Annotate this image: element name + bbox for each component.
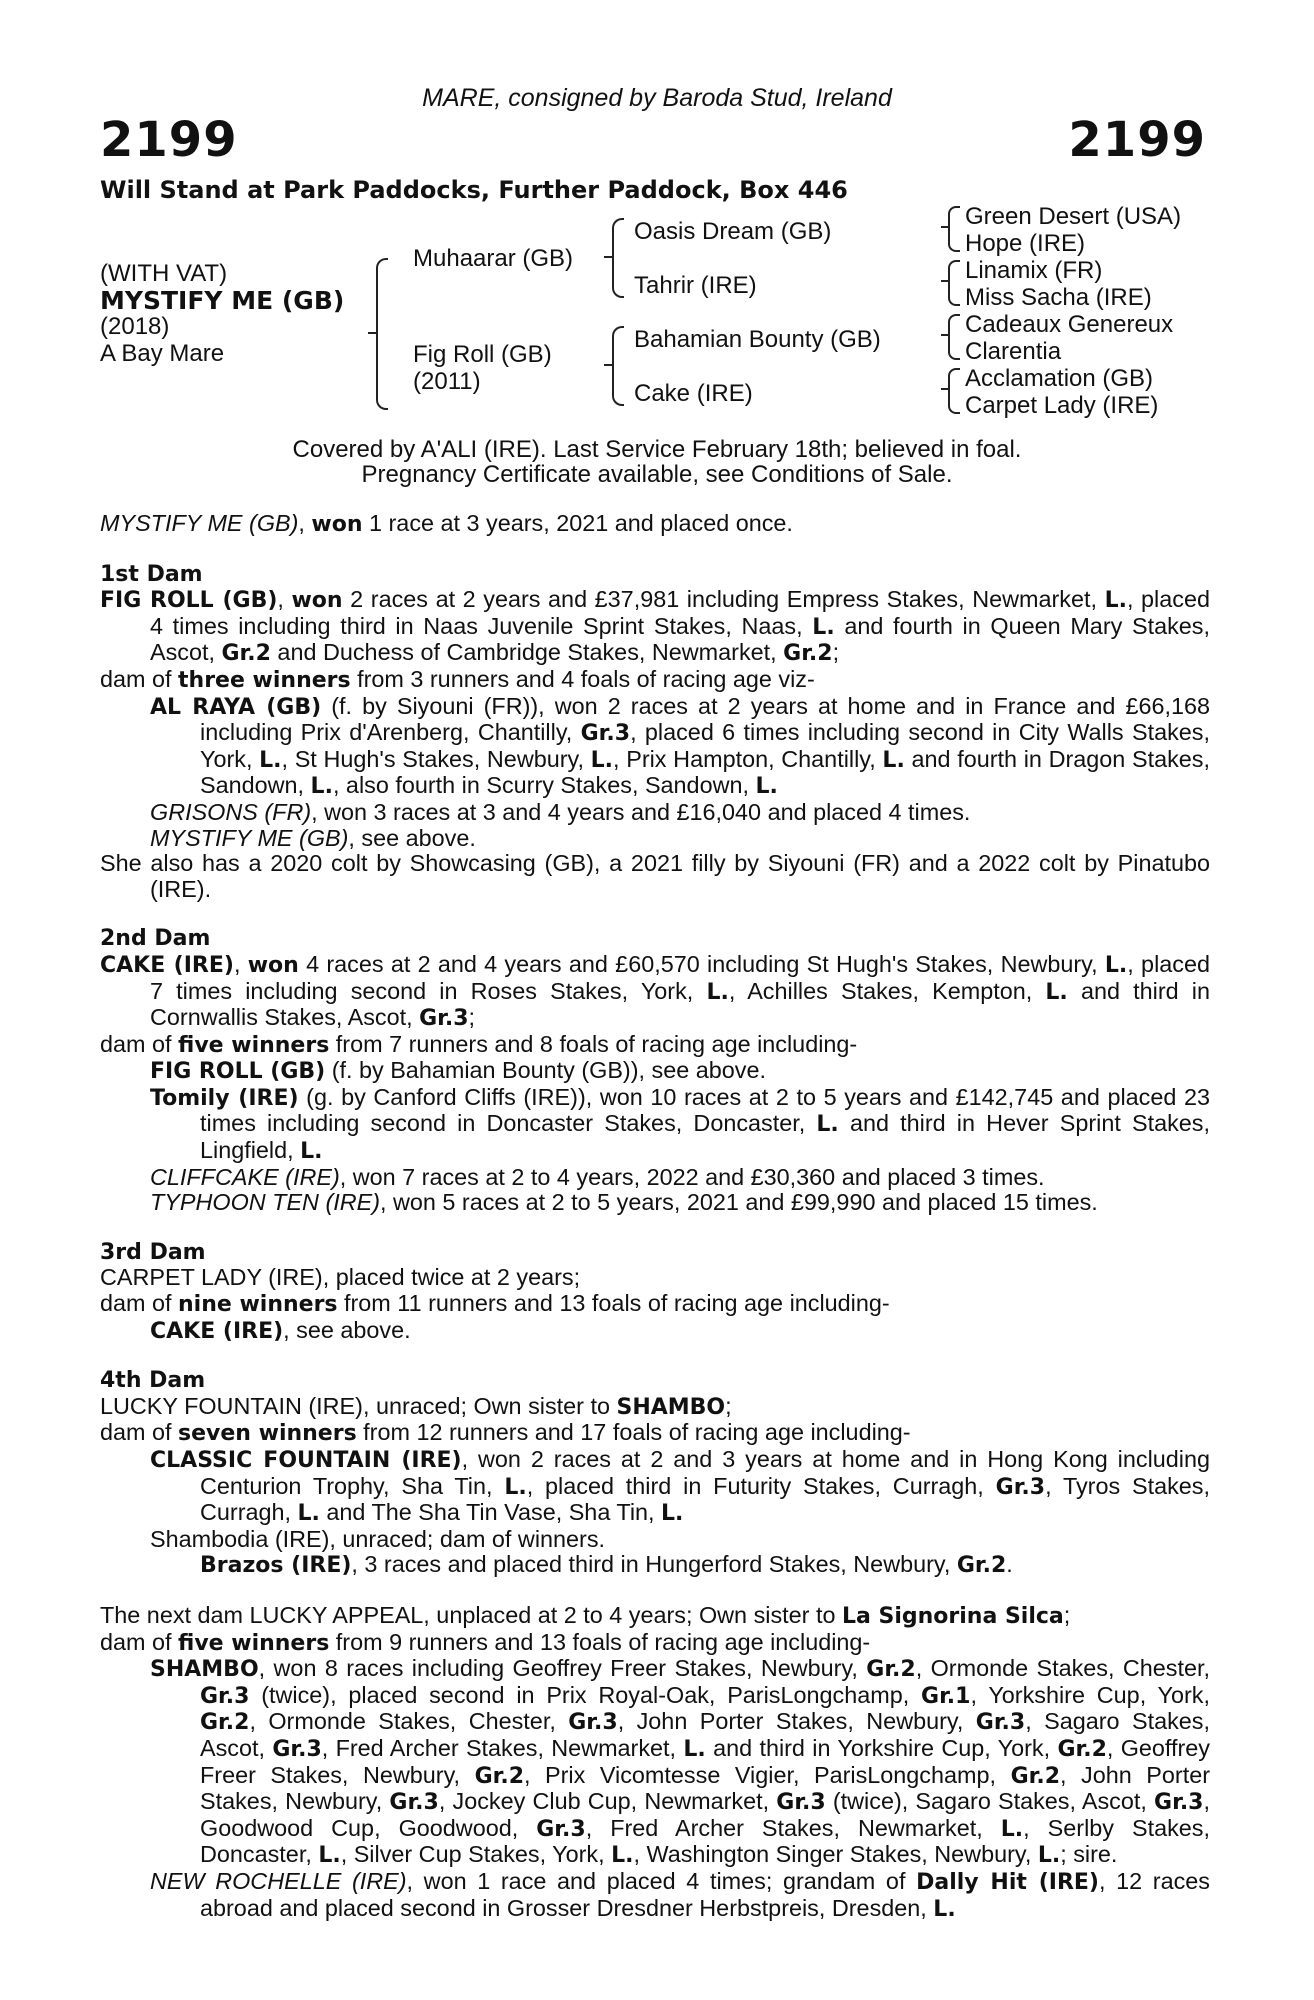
intro-won: won [311, 512, 363, 537]
cake-text: , see above. [283, 1316, 411, 1343]
pedigree-brace-g2 [948, 260, 960, 306]
brazos-name: Brazos (IRE) [200, 1553, 352, 1579]
listed-mark: L. [504, 1474, 527, 1500]
tomily-text: (g. by Canford Cliffs (IRE)), won 10 races at 2 to 5 years and £142,745 and placed 23 times including second in Doncaster Stakes, Doncaster, [200, 1083, 1210, 1137]
classic-fountain-text: , placed third in Futurity Stakes, Curragh, [526, 1472, 996, 1499]
shambo-text: , Geoffrey Freer Stakes, Newbury, [200, 1734, 1210, 1788]
dam1-won: won [291, 588, 343, 614]
ancestor-g4: Miss Sacha (IRE) [965, 284, 1152, 311]
cake-name: CAKE (IRE) [150, 1318, 284, 1344]
la-signorina-silca-ref: La Signorina Silca [841, 1603, 1064, 1629]
dam3-heading: 3rd Dam [100, 1239, 206, 1265]
typhoon-ten-name: TYPHOON TEN (IRE) [150, 1189, 381, 1216]
tomily-name: Tomily (IRE) [150, 1085, 299, 1111]
pedigree-brace-dam-point [604, 364, 612, 366]
dam4-text: dam of [100, 1419, 179, 1446]
pedigree-brace-g3 [948, 314, 960, 360]
listed-mark: L. [1104, 952, 1128, 978]
group-mark: Gr.2 [783, 641, 833, 667]
group-mark: Gr.3 [975, 1710, 1026, 1736]
dam2-text: from 7 runners and 8 foals of racing age including- [329, 1030, 858, 1057]
group-mark: Gr.2 [1010, 1763, 1060, 1789]
next-dam-record [100, 1603, 1210, 1630]
dam-name: Fig Roll (GB) [413, 341, 552, 368]
listed-mark: L. [661, 1501, 684, 1527]
dam3-text: dam of [100, 1290, 179, 1317]
mystify-me-name: MYSTIFY ME (GB) [150, 824, 349, 851]
group-mark: Gr.2 [221, 641, 271, 667]
dam2-text: and third in Cornwallis Stakes, Ascot, [150, 977, 1211, 1031]
covered-line-1: Covered by A'ALI (IRE). Last Service February 18th; believed in foal. [292, 436, 1022, 463]
dam1-text: dam of [100, 665, 179, 692]
shambo-text: , Prix Vicomtesse Vigier, ParisLongchamp, [524, 1761, 1011, 1788]
pedigree-brace-g1-point [941, 226, 949, 228]
dam-sire-name: Bahamian Bounty (GB) [634, 326, 881, 353]
lot-number-left: 2199 [100, 112, 238, 168]
group-mark: Gr.3 [776, 1790, 826, 1816]
group-mark: Gr.1 [921, 1683, 971, 1709]
listed-mark: L. [812, 614, 835, 640]
dam4-produce-line [100, 1420, 1210, 1447]
shambo-text: , Washington Singer Stakes, Newbury, [633, 1841, 1038, 1868]
listed-mark: L. [590, 747, 614, 773]
listed-mark: L. [259, 747, 282, 773]
produce-grisons [100, 800, 1210, 826]
listed-mark: L. [755, 774, 778, 800]
sire-name: Muhaarar (GB) [413, 245, 574, 272]
brazos-text: . [1006, 1551, 1013, 1578]
dam2-text: , Achilles Stakes, Kempton, [728, 977, 1046, 1004]
al-raya-text: , Prix Hampton, Chantilly, [613, 745, 883, 772]
listed-mark: L. [1037, 1843, 1061, 1869]
listed-mark: L. [816, 1112, 839, 1138]
consignment-line: MARE, consigned by Baroda Stud, Ireland [422, 84, 892, 112]
group-mark: Gr.3 [568, 1710, 618, 1736]
listed-mark: L. [706, 979, 729, 1005]
listed-mark: L. [1104, 588, 1127, 614]
produce-cake [100, 1318, 1210, 1345]
dam4-heading: 4th Dam [100, 1368, 206, 1394]
dam1-name: FIG ROLL (GB) [100, 588, 278, 614]
dam2-text: dam of [100, 1030, 179, 1057]
dam1-winners: three winners [178, 667, 351, 693]
produce-shambo [100, 1656, 1210, 1869]
dam1-produce-line [100, 667, 1210, 694]
pedigree-brace-main-point [368, 332, 376, 334]
dally-hit-name: Dally Hit (IRE) [916, 1869, 1099, 1895]
group-mark: Gr.3 [389, 1790, 439, 1816]
produce-new-rochelle [100, 1869, 1210, 1922]
produce-tomily [100, 1085, 1210, 1165]
dam4-text: ; [725, 1392, 732, 1419]
pedigree-brace-g3-point [941, 334, 949, 336]
shambo-text: , Silver Cup Stakes, York, [340, 1841, 612, 1868]
group-mark: Gr.3 [995, 1474, 1046, 1500]
dam1-text: ; [832, 639, 840, 666]
fig-roll-text: (f. by Bahamian Bounty (GB)), see above. [325, 1057, 766, 1084]
shambo-text: , Jockey Club Cup, Newmarket, [438, 1788, 777, 1815]
sire-sire-name: Oasis Dream (GB) [634, 218, 832, 245]
listed-mark: L. [1000, 1816, 1024, 1842]
dam1-text: and fourth in Queen Mary Stakes, Ascot, [150, 612, 1210, 666]
shambo-text: , Fred Archer Stakes, Newmarket, [321, 1734, 684, 1761]
intro-line: MYSTIFY ME (GB), won 1 race at 3 years, 2021 and placed once. [100, 510, 793, 537]
shambo-text: (twice), placed second in Prix Royal-Oak, ParisLongchamp, [249, 1681, 922, 1708]
al-raya-text: and fourth in Dragon Stakes, Sandown, [200, 745, 1210, 799]
ancestor-g2: Hope (IRE) [965, 230, 1086, 257]
listed-mark: L. [1045, 979, 1068, 1005]
produce-shambodia: Shambodia (IRE), unraced; dam of winners. [150, 1525, 606, 1552]
catalogue-body [100, 511, 1210, 1922]
shambo-text: , John Porter Stakes, Newbury, [200, 1761, 1210, 1815]
dam4-winners: seven winners [178, 1421, 357, 1447]
shambo-text: , John Porter Stakes, Newbury, [617, 1708, 976, 1735]
group-mark: Gr.2 [474, 1763, 524, 1789]
dam2-text: ; [468, 1004, 476, 1031]
shambo-text: , Goodwood Cup, Goodwood, [200, 1788, 1210, 1841]
pedigree-brace-g4 [948, 368, 960, 414]
group-mark: Gr.2 [200, 1710, 250, 1736]
listed-mark: L. [297, 1501, 320, 1527]
dam3-winners: nine winners [178, 1292, 338, 1318]
horse-description: A Bay Mare [100, 340, 225, 367]
pedigree-brace-sire [612, 218, 624, 298]
ancestor-g8: Carpet Lady (IRE) [965, 392, 1159, 419]
group-mark: Gr.2 [1057, 1736, 1107, 1762]
dam1-record: FIG ROLL (GB), won 2 races at 2 years and £37,981 including Empress Stakes, Newmarket, L., placed 4 times including third in Naas Juvenile Sprint Stakes, Naas, L. and fourth in Queen Mary Stakes, Ascot, Gr.2 and Duchess of Cambridge Stakes, Newmarket, Gr.2; [100, 586, 1210, 667]
pedigree-brace-dam [612, 326, 624, 406]
ancestor-g5: Cadeaux Genereux [965, 311, 1174, 338]
group-mark: Gr.3 [580, 721, 631, 747]
cliffcake-text: , won 7 races at 2 to 4 years, 2022 and £30,360 and placed 3 times. [339, 1163, 1045, 1190]
dam1-heading: 1st Dam [100, 561, 203, 587]
listed-mark: L. [300, 1139, 323, 1165]
dam-dam-name: Cake (IRE) [634, 380, 753, 407]
shambo-text: , Yorkshire Cup, York, [970, 1681, 1211, 1708]
brazos-text: , 3 races and placed third in Hungerford Stakes, Newbury, [351, 1551, 957, 1578]
dam2-text: 4 races at 2 and 4 years and £60,570 including St Hugh's Stakes, Newbury, [298, 950, 1105, 977]
next-dam-winners: five winners [178, 1630, 330, 1656]
al-raya-text: , also fourth in Scurry Stakes, Sandown, [332, 772, 756, 799]
group-mark: Gr.2 [956, 1553, 1007, 1579]
dam2-record: CAKE (IRE), won 4 races at 2 and 4 years and £60,570 including St Hugh's Stakes, Newbury, L., placed 7 times including second in Roses Stakes, York, L., Achilles Stakes, Kempton, L. and third in Cornwallis Stakes, Ascot, Gr.3; [100, 950, 1211, 1032]
shambo-text: , won 8 races including Geoffrey Freer Stakes, Newbury, [258, 1655, 867, 1682]
next-dam-text: The next dam LUCKY APPEAL, unplaced at 2 to 4 years; Own sister to [100, 1601, 842, 1628]
dam4-record [100, 1394, 1210, 1421]
ancestor-g1: Green Desert (USA) [965, 203, 1182, 230]
next-dam-produce-line [100, 1630, 1210, 1657]
horse-year: (2018) [100, 313, 170, 340]
classic-fountain-text: and The Sha Tin Vase, Sha Tin, [319, 1499, 662, 1526]
al-raya-text: , St Hugh's Stakes, Newbury, [281, 745, 591, 772]
pedigree-brace-main [376, 258, 388, 410]
listed-mark: L. [611, 1843, 634, 1869]
intro-horse-name: MYSTIFY ME (GB) [100, 510, 299, 536]
shambo-ref: SHAMBO [616, 1394, 726, 1420]
dam-year: (2011) [413, 368, 481, 395]
ancestor-g3: Linamix (FR) [965, 257, 1103, 284]
dam1-text: 2 races at 2 years and £37,981 including Empress Stakes, Newmarket, [342, 586, 1105, 613]
dam3-record: CARPET LADY (IRE), placed twice at 2 years; [100, 1264, 581, 1291]
listed-mark: L. [683, 1736, 706, 1762]
group-mark: Gr.3 [200, 1683, 250, 1709]
listed-mark: L. [318, 1843, 341, 1869]
horse-name: MYSTIFY ME (GB) [100, 286, 345, 315]
next-dam-text: from 9 runners and 13 foals of racing age including- [329, 1628, 871, 1655]
grisons-name: GRISONS (FR) [150, 798, 312, 825]
shambo-text: , Ormonde Stakes, Chester, [915, 1655, 1210, 1682]
new-rochelle-text: , 12 races abroad and placed second in Grosser Dresdner Herbstpreis, Dresden, [200, 1867, 1210, 1921]
new-rochelle-text: , won 1 race and placed 4 times; grandam of [406, 1867, 917, 1894]
produce-classic-fountain [100, 1447, 1210, 1527]
listed-mark: L. [310, 774, 333, 800]
lot-number-right: 2199 [1068, 112, 1206, 168]
al-raya-name: AL RAYA (GB) [150, 694, 322, 720]
mystify-me-text: , see above. [348, 824, 476, 851]
group-mark: Gr.3 [272, 1736, 322, 1762]
typhoon-ten-text: , won 5 races at 2 to 5 years, 2021 and £99,990 and placed 15 times. [380, 1189, 1098, 1216]
classic-fountain-text: , won 2 races at 2 and 3 years at home and in Hong Kong including Centurion Trophy, Sha Tin, [200, 1446, 1211, 1499]
dam3-text: from 11 runners and 13 foals of racing age including- [337, 1290, 890, 1317]
dam2-name: CAKE (IRE) [100, 952, 234, 978]
dam4-text: LUCKY FOUNTAIN (IRE), unraced; Own sister to [100, 1392, 617, 1419]
intro-rest: 1 race at 3 years, 2021 and placed once. [362, 510, 793, 536]
dam2-winners: five winners [178, 1032, 330, 1058]
dam1-also: She also has a 2020 colt by Showcasing (GB), a 2021 filly by Siyouni (FR) and a 2022 colt by Pinatubo (IRE). [100, 850, 1210, 902]
shambo-text: and third in Yorkshire Cup, York, [705, 1734, 1058, 1761]
ancestor-g6: Clarentia [965, 338, 1062, 365]
listed-mark: L. [882, 747, 905, 773]
produce-brazos [100, 1552, 1210, 1579]
shambo-text: ; sire. [1060, 1841, 1118, 1868]
cliffcake-name: CLIFFCAKE (IRE) [150, 1163, 340, 1190]
al-raya-text: (f. by Siyouni (FR)), won 2 races at 2 years at home and in France and £66,168 including Prix d'Arenberg, Chantilly, [200, 692, 1211, 746]
pedigree-brace-g2-point [941, 280, 949, 282]
dam2-text: , placed 7 times including second in Roses Stakes, York, [150, 950, 1210, 1004]
dam2-produce-line [100, 1032, 1210, 1059]
dam1-text: from 3 runners and 4 foals of racing age viz- [350, 665, 815, 692]
tomily-text: and third in Hever Sprint Stakes, Lingfield, [200, 1110, 1211, 1164]
dam3-produce-line [100, 1291, 1210, 1318]
listed-mark: L. [933, 1896, 956, 1922]
group-mark: Gr.2 [866, 1657, 916, 1683]
group-mark: Gr.3 [536, 1816, 586, 1842]
al-raya-text: , placed 6 times including second in City Walls Stakes, York, [200, 719, 1210, 772]
classic-fountain-text: , Tyros Stakes, Curragh, [200, 1472, 1210, 1526]
produce-cliffcake [100, 1165, 1210, 1191]
shambo-text: , Ormonde Stakes, Chester, [249, 1708, 569, 1735]
vat-label: (WITH VAT) [100, 260, 228, 287]
shambo-text: , Sagaro Stakes, Ascot, [200, 1708, 1210, 1761]
shambo-text: , Serlby Stakes, Doncaster, [200, 1814, 1210, 1868]
dam2-heading: 2nd Dam [100, 926, 211, 952]
produce-typhoon-ten [100, 1190, 1210, 1216]
ancestor-g7: Acclamation (GB) [965, 365, 1154, 392]
sire-dam-name: Tahrir (IRE) [634, 272, 757, 299]
group-mark: Gr.3 [419, 1006, 469, 1032]
next-dam-text: ; [1063, 1601, 1071, 1628]
new-rochelle-name: NEW ROCHELLE (IRE) [150, 1867, 407, 1894]
shambo-text: , Fred Archer Stakes, Newmarket, [585, 1814, 1001, 1841]
stand-location: Will Stand at Park Paddocks, Further Paddock, Box 446 [100, 176, 848, 204]
grisons-text: , won 3 races at 3 and 4 years and £16,040 and placed 4 times. [311, 798, 971, 825]
next-dam-text: dam of [100, 1628, 179, 1655]
dam4-text: from 12 runners and 17 foals of racing age including- [356, 1419, 911, 1446]
dam1-text: and Duchess of Cambridge Stakes, Newmarket, [270, 639, 784, 666]
dam2-won: won [247, 952, 299, 978]
produce-fig-roll [100, 1058, 1210, 1085]
pedigree-brace-g4-point [941, 388, 949, 390]
dam1-text: , placed 4 times including third in Naas Juvenile Sprint Stakes, Naas, [150, 586, 1210, 639]
produce-al-raya [100, 694, 1210, 800]
shambo-name: SHAMBO [150, 1657, 259, 1683]
pedigree-brace-g1 [948, 206, 960, 252]
shambo-text: (twice), Sagaro Stakes, Ascot, [825, 1788, 1155, 1815]
produce-mystify-me [100, 826, 1210, 852]
group-mark: Gr.3 [1154, 1790, 1204, 1816]
fig-roll-name: FIG ROLL (GB) [150, 1059, 326, 1085]
covered-line-2: Pregnancy Certificate available, see Conditions of Sale. [361, 461, 953, 488]
pedigree-brace-sire-point [604, 256, 612, 258]
classic-fountain-name: CLASSIC FOUNTAIN (IRE) [150, 1448, 462, 1473]
